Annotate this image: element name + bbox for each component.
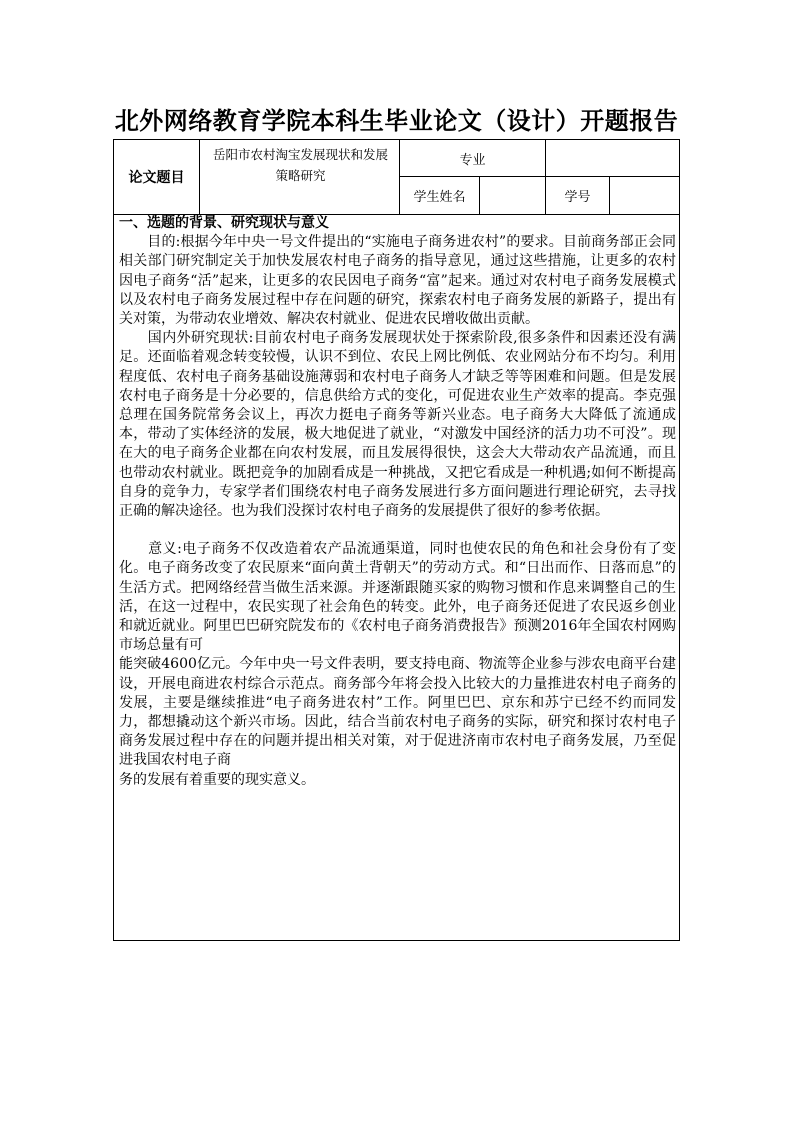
student-name-value[interactable] <box>480 177 546 215</box>
paragraph-significance-end: 务的发展有着重要的现实意义。 <box>119 771 315 788</box>
section-body <box>119 214 676 790</box>
student-name-label: 学生姓名 <box>400 177 480 215</box>
major-label: 专业 <box>400 140 546 177</box>
paragraph-gap <box>119 521 676 540</box>
student-id-label: 学号 <box>546 177 610 215</box>
major-value[interactable] <box>546 140 680 177</box>
paragraph-significance-cont: 能突破4600亿元。今年中央一号文件表明，要支持电商、物流等企业参与涉农电商平台建设，开展电商进农村综合示范点。商务部今年将会投入比较大的力量推进农村电子商务的发展，主要是继续推进“电子商务进农村”工作。阿里巴巴、京东和苏宁已经不约而同发力，都想撬动这个新兴市场。因此，结合当前农村电子商务的实际，研究和探讨农村电子商务发展过程中存在的问题并提出相关对策，对于促进济南市农村电子商务发展，乃至促进我国农村电子商 <box>119 656 676 769</box>
paragraph-research-status: 国内外研究现状:目前农村电子商务发展现状处于探索阶段,很多条件和因素还没有满足。还面临着观念转变较慢，认识不到位、农民上网比例低、农业网站分布不均匀。利用程度低、农村电子商务基础设施薄弱和农村电子商务人才缺乏等等困难和问题。但是发展农村电子商务是十分必要的，信息供给方式的变化，可促进农业生产效率的提高。李克强总理在国务院常务会议上，再次力挺电子商务等新兴业态。电子商务大大降低了流通成本，带动了实体经济的发展，极大地促进了就业，“对激发中国经济的活力功不可没”。现在大的电子商务企业都在向农村发展，而且发展得很快，这会大大带动农产品流通，而且也带动农村就业。既把竞争的加剧看成是一种挑战，又把它看成是一种机遇;如何不断提高自身的竞争力，专家学者们围绕农村电子商务发展进行多方面问题进行理论研究，去寻找正确的解决途径。也为我们没探讨农村电子商务的发展提供了很好的参考依据。 <box>119 330 676 520</box>
paragraph-significance: 意义:电子商务不仅改造着农产品流通渠道，同时也使农民的角色和社会身份有了变化。电子商务改变了农民原来“面向黄土背朝天”的劳动方式。和“日出而作、日落而息”的生活方式。把网络经营当做生活来源。并逐渐跟随买家的购物习惯和作息来调整自己的生活，在这一过程中，农民实现了社会角色的转变。此外，电子商务还促进了农民返乡创业和就近就业。阿里巴巴研究院发布的《农村电子商务消费报告》预测2016年全国农村网购市场总量有可 <box>119 541 676 654</box>
topic-label: 论文题目 <box>114 140 200 215</box>
section-heading: 一、选题的背景、研究现状与意义 <box>119 215 329 231</box>
topic-value: 岳阳市农村淘宝发展现状和发展策略研究 <box>200 140 400 215</box>
paragraph-purpose: 目的:根据今年中央一号文件提出的“实施电子商务进农村”的要求。目前商务部正会同相关部门研究制定关于加快发展农村电子商务的指导意见，通过这些措施，让更多的农村因电子商务“活”起来，让更多的农民因电子商务“富”起来。通过对农村电子商务发展模式以及农村电子商务发展过程中存在问题的研究，探索农村电子商务发展的新路子，提出有关对策，为带动农业增效、解决农村就业、促进农民增收做出贡献。 <box>119 234 676 328</box>
page-title: 北外网络教育学院本科生毕业论文（设计）开题报告 <box>114 106 679 135</box>
student-id-value[interactable] <box>610 177 680 215</box>
